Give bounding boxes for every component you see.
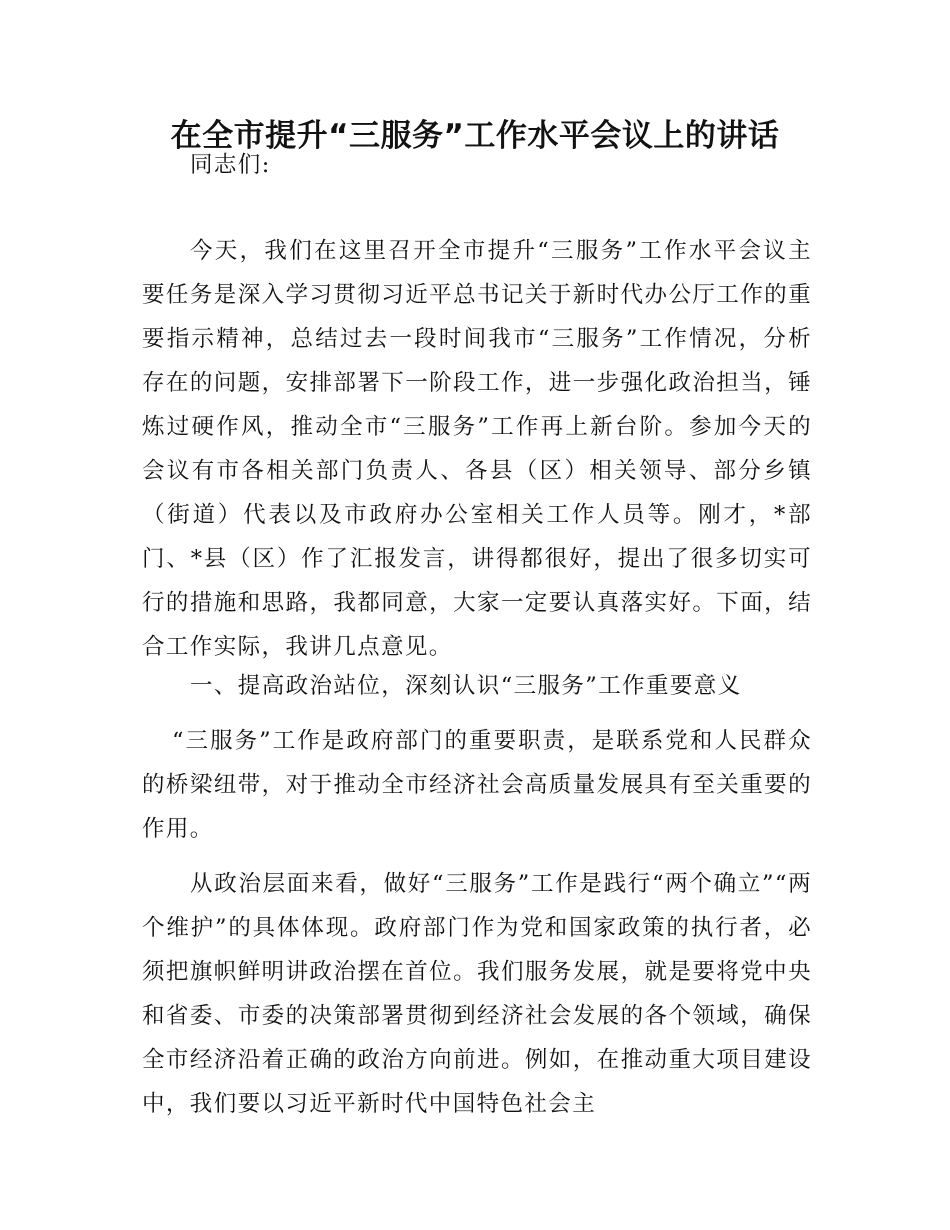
salutation: 同志们: <box>190 152 271 178</box>
paragraph-intro: 今天，我们在这里召开全市提升“三服务”工作水平会议主要任务是深入学习贯彻习近平总书记关于新时代办公厅工作的重要指示精神，总结过去一段时间我市“三服务”工作情况，分析存在的问题，安排部署下一阶段工作，进一步强化政治担当，锤炼过硬作风，推动全市“三服务”工作再上新台阶。参加今天的会议有市各相关部门负责人、各县（区）相关领导、部分乡镇（街道）代表以及市政府办公室相关工作人员等。刚才，*部门、*县（区）作了汇报发言，讲得都很好，提出了很多切实可行的措施和思路，我都同意，大家一定要认真落实好。下面，结合工作实际，我讲几点意见。 <box>142 238 812 660</box>
section-heading-1: 一、提高政治站位，深刻认识“三服务”工作重要意义 <box>190 673 742 699</box>
paragraph-political-level: 从政治层面来看，做好“三服务”工作是践行“两个确立”“两个维护”的具体体现。政府部门作为党和国家政策的执行者，必须把旗帜鲜明讲政治摆在首位。我们服务发展，就是要将党中央和省委、市委的决策部署贯彻到经济社会发展的各个领域，确保全市经济沿着正确的政治方向前进。例如，在推动重大项目建设中，我们要以习近平新时代中国特色社会主 <box>142 871 812 1117</box>
document-title: 在全市提升“三服务”工作水平会议上的讲话 <box>170 118 780 154</box>
paragraph-significance: “三服务”工作是政府部门的重要职责，是联系党和人民群众的桥梁纽带，对于推动全市经济社会高质量发展具有至关重要的作用。 <box>142 728 812 842</box>
